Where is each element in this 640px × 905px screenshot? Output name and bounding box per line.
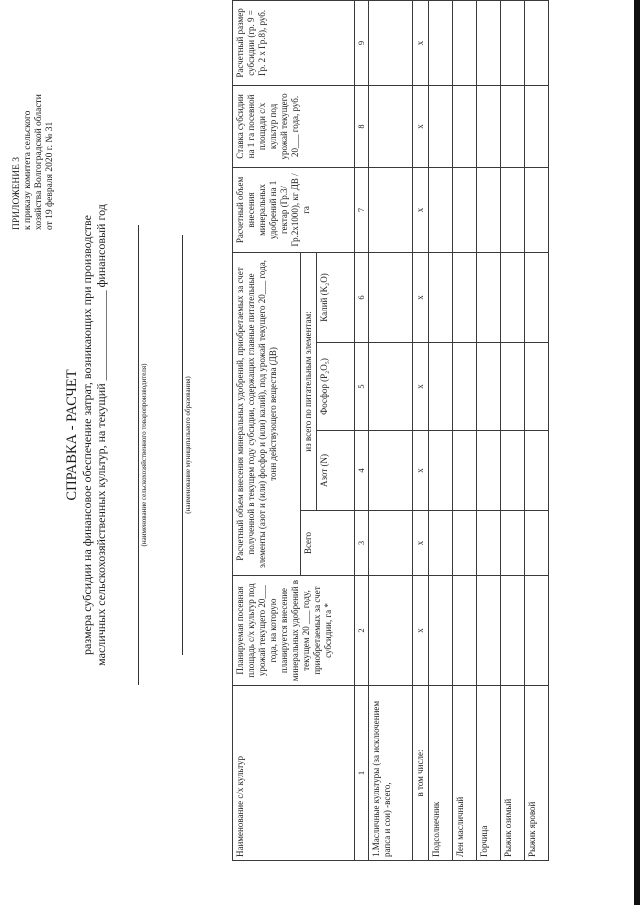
table-body (369, 0, 549, 860)
header-volume-per-hectare: Расчетный объем внесения минеральных удобрений на 1 гектар (Гр.3/Гр.2х1000), кг ДВ /га (233, 167, 355, 252)
table-cell: х (413, 167, 429, 252)
table-cell (453, 431, 477, 511)
table-row (477, 0, 501, 860)
column-number: 3 (355, 511, 369, 576)
table-cell (453, 511, 477, 576)
municipality-line (182, 235, 183, 655)
crop-name-cell: Рыжик яровой (525, 686, 549, 861)
table-cell: х (413, 343, 429, 431)
title-line-2: масличных сельскохозяйственных культур, на текущий _______________ финансовый год (94, 204, 108, 666)
producer-line (138, 225, 139, 685)
table-cell (501, 343, 525, 431)
column-number: 2 (355, 576, 369, 686)
table-cell (501, 0, 525, 85)
table-cell (369, 343, 413, 431)
table-cell (501, 431, 525, 511)
table-row (501, 0, 525, 860)
table-cell (429, 167, 453, 252)
table-cell (525, 167, 549, 252)
table-row (453, 0, 477, 860)
header-potassium: Калий (K₂O) (317, 252, 355, 342)
table-cell (525, 343, 549, 431)
table-cell (477, 343, 501, 431)
title-heading: СПРАВКА - РАСЧЕТ (64, 369, 80, 501)
header-crop-name: Наименование с/х культур (233, 686, 355, 861)
table-cell (429, 85, 453, 167)
header-fertilizer-volume: Расчетный объем внесения минеральных удобрений, приобретаемых за счет полученной в текущем году субсидии, содержащих главные питательные элементы (азот и (или) фосфор и (или) калий), под урожай текущего 20___ года, тонн действующего вещества (ДВ) (233, 252, 301, 575)
table-cell (369, 431, 413, 511)
table-cell (477, 511, 501, 576)
crop-name-cell: 1.Масличные культуры (за исключением рапса и сои) -всего, (369, 686, 413, 861)
table-cell (429, 576, 453, 686)
header-planned-area: Планируемая посевная площадь с/х культур под урожай текущего 20___ года, на которую планируется внесение минеральных удобрений в текущем 20 ___ году, приобретаемых за счет субсидии, га * (233, 576, 355, 686)
table-cell (369, 252, 413, 342)
table-cell (429, 252, 453, 342)
table-cell (369, 0, 413, 85)
column-number: 4 (355, 431, 369, 511)
table-cell (501, 167, 525, 252)
scan-edge (634, 0, 640, 905)
appendix-line-3: хозяйства Волгоградской области (34, 94, 44, 230)
table-cell (501, 252, 525, 342)
table-cell (525, 252, 549, 342)
table-row (525, 0, 549, 860)
table-cell (453, 167, 477, 252)
table-cell (369, 167, 413, 252)
document-title (64, 115, 108, 755)
header-subsidy-rate: Ставка субсидии на 1 га посевной площади с/х культур под урожай текущего 20___ года, руб. (233, 85, 355, 167)
table-cell (477, 167, 501, 252)
header-subsidy-amount: Расчетный размер субсидии (гр. 9 = Гр. 2 х Гр.8), руб. (233, 0, 355, 85)
table-row (369, 0, 413, 860)
table-cell (525, 511, 549, 576)
table-cell: х (413, 511, 429, 576)
subsidy-table (232, 0, 549, 861)
column-number: 5 (355, 343, 369, 431)
column-number: 7 (355, 167, 369, 252)
appendix-line-4: от 19 февраля 2020 г. № 31 (45, 121, 55, 230)
table-cell (501, 576, 525, 686)
table-cell (429, 431, 453, 511)
table-cell (477, 431, 501, 511)
table-cell (501, 511, 525, 576)
table-cell: х (413, 576, 429, 686)
table-cell: х (413, 0, 429, 85)
table-cell: х (413, 431, 429, 511)
column-number: 9 (355, 0, 369, 85)
table-cell (525, 431, 549, 511)
appendix-line-1: ПРИЛОЖЕНИЕ 3 (12, 156, 22, 230)
table-cell (369, 576, 413, 686)
appendix-line-2: к приказу комитета сельского (23, 110, 33, 230)
column-number-row (355, 0, 369, 860)
column-number: 6 (355, 252, 369, 342)
table-cell (525, 85, 549, 167)
table-cell (477, 85, 501, 167)
title-line-1: размера субсидии на финансовое обеспечение затрат, возникающих при производстве (80, 215, 94, 655)
table-cell (501, 85, 525, 167)
table-cell (453, 252, 477, 342)
table-cell (429, 511, 453, 576)
table-cell (453, 576, 477, 686)
table-cell (477, 576, 501, 686)
crop-name-cell: в том числе: (413, 686, 429, 861)
table-cell (369, 85, 413, 167)
table-cell (453, 343, 477, 431)
header-total: Всего (301, 511, 355, 576)
table-cell (525, 0, 549, 85)
table-cell (453, 0, 477, 85)
table-cell (453, 85, 477, 167)
producer-caption: (наименование сельскохозяйственного товаропроизводителя) (140, 363, 148, 547)
table-cell: х (413, 85, 429, 167)
table-cell (369, 511, 413, 576)
crop-name-cell: Горчица (477, 686, 501, 861)
table-cell (477, 0, 501, 85)
table-cell (477, 252, 501, 342)
table-cell: х (413, 252, 429, 342)
table-cell (429, 343, 453, 431)
crop-name-cell: Лен масличный (453, 686, 477, 861)
header-phosphorus: Фосфор (P₂O₅) (317, 343, 355, 431)
column-number: 8 (355, 85, 369, 167)
table-cell (429, 0, 453, 85)
table-row (429, 0, 453, 860)
header-nutrients: из всего по питательным элементам: (301, 252, 317, 510)
table-cell (525, 576, 549, 686)
crop-name-cell: Подсолнечник (429, 686, 453, 861)
table-row (413, 0, 429, 860)
header-nitrogen: Азот (N) (317, 431, 355, 511)
crop-name-cell: Рыжик озимый (501, 686, 525, 861)
municipality-caption: (наименование муниципального образования) (184, 376, 192, 514)
appendix-block (12, 0, 56, 230)
column-number: 1 (355, 686, 369, 861)
